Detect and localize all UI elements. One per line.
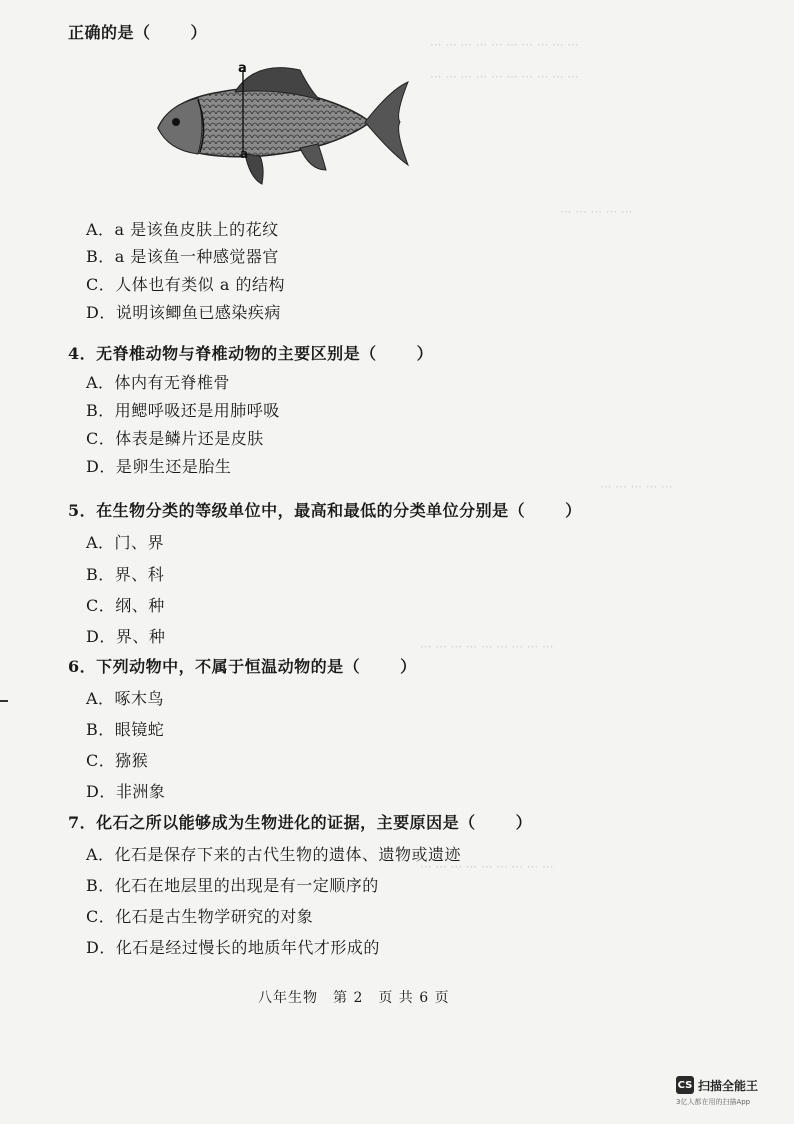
q5-option-c: C．纲、种	[86, 596, 165, 615]
q4-stem-text: 4．无脊椎动物与脊椎动物的主要区别是	[68, 344, 361, 363]
crucian-carp-illustration	[150, 60, 410, 190]
q7-stem: 7．化石之所以能够成为生物进化的证据，主要原因是（ ）	[68, 813, 533, 832]
q7-stem-text: 7．化石之所以能够成为生物进化的证据，主要原因是	[68, 813, 460, 832]
q7-option-a: A．化石是保存下来的古代生物的遗体、遗物或遗迹	[86, 845, 462, 864]
q6-option-d: D．非洲象	[86, 782, 166, 801]
q3-option-d: D．说明该鲫鱼已感染疾病	[86, 303, 281, 322]
label-a: a	[240, 147, 249, 161]
camscanner-logo-icon: CS	[676, 1076, 694, 1094]
bleed-through-text: ··· ··· ··· ··· ··· ··· ··· ··· ···	[420, 640, 554, 654]
q5-option-b: B．界、科	[86, 565, 165, 584]
q4-option-c: C．体表是鳞片还是皮肤	[86, 429, 264, 448]
q3-option-a: A．a 是该鱼皮肤上的花纹	[86, 220, 279, 239]
q5-stem: 5．在生物分类的等级单位中，最高和最低的分类单位分别是（ ）	[68, 501, 582, 520]
label-a: a	[238, 61, 247, 76]
q3-stem-text: 正确的是	[68, 23, 135, 42]
binding-mark	[0, 700, 8, 702]
q5-stem-text: 5．在生物分类的等级单位中，最高和最低的分类单位分别是	[68, 501, 509, 520]
q3-option-b: B．a 是该鱼一种感觉器官	[86, 247, 279, 266]
q6-option-b: B．眼镜蛇	[86, 720, 165, 739]
q5-option-d: D．界、种	[86, 627, 166, 646]
q7-option-d: D．化石是经过慢长的地质年代才形成的	[86, 938, 380, 957]
bleed-through-text: ··· ··· ··· ··· ···	[560, 205, 633, 219]
q4-option-a: A．体内有无脊椎骨	[86, 373, 231, 392]
watermark-name: 扫描全能王	[698, 1078, 759, 1093]
q3-stem: 正确的是（ ）	[68, 23, 208, 42]
q4-option-b: B．用鳃呼吸还是用肺呼吸	[86, 401, 280, 420]
q6-stem: 6．下列动物中，不属于恒温动物的是（ ）	[68, 657, 417, 676]
q7-option-c: C．化石是古生物学研究的对象	[86, 907, 314, 926]
q6-option-c: C．猕猴	[86, 751, 149, 770]
watermark-subtitle: 3亿人都在用的扫描App	[676, 1098, 751, 1106]
bleed-through-text: ··· ··· ··· ··· ··· ··· ··· ··· ··· ···	[430, 70, 579, 84]
bleed-through-text: ··· ··· ··· ··· ···	[600, 480, 673, 494]
q4-stem: 4．无脊椎动物与脊椎动物的主要区别是（ ）	[68, 344, 434, 363]
page-footer: 八年生物 第 2 页 共 6 页	[258, 990, 450, 1006]
q5-option-a: A．门、界	[86, 533, 165, 552]
q7-option-b: B．化石在地层里的出现是有一定顺序的	[86, 876, 379, 895]
q3-option-c: C．人体也有类似 a 的结构	[86, 275, 285, 294]
q6-option-a: A．啄木鸟	[86, 689, 165, 708]
bleed-through-text: ··· ··· ··· ··· ··· ··· ··· ··· ··· ···	[430, 38, 579, 52]
scanner-watermark	[676, 1076, 758, 1094]
q4-option-d: D．是卵生还是胎生	[86, 457, 232, 476]
q6-stem-text: 6．下列动物中，不属于恒温动物的是	[68, 657, 344, 676]
bleed-through-text: ··· ··· ··· ··· ··· ··· ··· ··· ···	[420, 860, 554, 874]
